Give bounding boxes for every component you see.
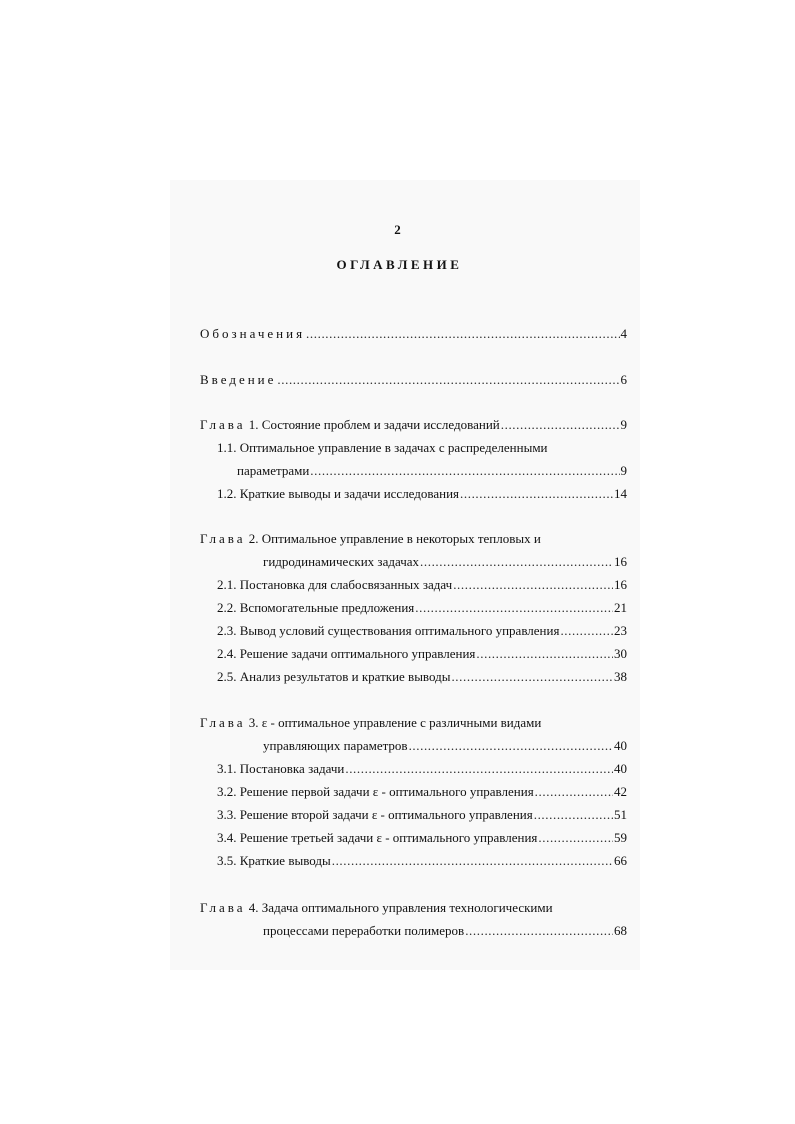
toc-entry-text: 3.5. Краткие выводы (217, 853, 331, 868)
toc-page-number: 30 (614, 646, 627, 661)
toc-entry-text: гидродинамических задачах (263, 554, 420, 569)
chapter-title: 3. ε - оптимальное управление с различными видами (248, 715, 542, 730)
toc-page-number: 40 (614, 761, 627, 776)
toc-section-3-4[interactable] (217, 829, 627, 846)
toc-leader (277, 371, 619, 388)
toc-entry-text: Обозначения (200, 326, 306, 341)
toc-leader (420, 553, 613, 570)
toc-leader (535, 783, 613, 800)
chapter-title: 2. Оптимальное управление в некоторых тепловых и (248, 531, 541, 546)
toc-chapter-4-line2[interactable] (263, 922, 627, 939)
toc-entry-text: 2.2. Вспомогательные предложения (217, 600, 415, 615)
toc-entry-text: процессами переработки полимеров (263, 923, 465, 938)
toc-leader (460, 485, 613, 502)
toc-entry-oboznacheniya[interactable] (200, 325, 627, 342)
toc-leader (534, 806, 613, 823)
toc-page-number: 59 (614, 830, 627, 845)
toc-page-number: 14 (614, 486, 627, 501)
toc-entry-text: 3.3. Решение второй задачи ε - оптимального управления (217, 807, 533, 822)
toc-leader (501, 416, 620, 433)
toc-entry-text (200, 899, 553, 916)
toc-chapter-2-line1[interactable] (200, 530, 541, 547)
toc-entry-text: 2.4. Решение задачи оптимального управления (217, 646, 476, 661)
toc-page-number: 9 (620, 417, 627, 432)
toc-leader (415, 599, 613, 616)
toc-section-2-3[interactable] (217, 622, 627, 639)
toc-page-number: 21 (614, 600, 627, 615)
toc-entry-text: управляющих параметров (263, 738, 408, 753)
chapter-prefix: Глава (200, 531, 246, 546)
toc-leader (409, 737, 613, 754)
toc-page-number: 42 (614, 784, 627, 799)
toc-entry-text: 3.1. Постановка задачи (217, 761, 345, 776)
toc-page-number: 23 (614, 623, 627, 638)
toc-leader (345, 760, 613, 777)
toc-entry-text: 2.1. Постановка для слабосвязанных задач (217, 577, 453, 592)
toc-entry-text: 1.2. Краткие выводы и задачи исследования (217, 486, 460, 501)
toc-chapter-1[interactable] (200, 416, 627, 433)
toc-section-2-5[interactable] (217, 668, 627, 685)
toc-leader (538, 829, 613, 846)
toc-leader (465, 922, 613, 939)
toc-entry-text: 2.3. Вывод условий существования оптимального управления (217, 623, 560, 638)
toc-chapter-3-line2[interactable] (263, 737, 627, 754)
toc-page-number: 40 (614, 738, 627, 753)
toc-leader (306, 325, 619, 342)
toc-page-number: 16 (614, 554, 627, 569)
chapter-title: 4. Задача оптимального управления технологическими (248, 900, 553, 915)
toc-section-3-3[interactable] (217, 806, 627, 823)
toc-entry-text: 3.4. Решение третьей задачи ε - оптимального управления (217, 830, 538, 845)
toc-section-1-1-line1[interactable] (217, 439, 548, 456)
toc-leader (451, 668, 613, 685)
toc-leader (560, 622, 613, 639)
toc-section-2-4[interactable] (217, 645, 627, 662)
chapter-prefix: Глава (200, 715, 246, 730)
toc-entry-text (200, 530, 541, 547)
toc-section-3-2[interactable] (217, 783, 627, 800)
chapter-prefix: Глава (200, 417, 246, 432)
toc-chapter-2-line2[interactable] (263, 553, 627, 570)
toc-page-number: 6 (620, 372, 627, 387)
page-title: ОГЛАВЛЕНИЕ (336, 257, 463, 272)
toc-page-number: 9 (620, 463, 627, 478)
toc-page-number: 68 (614, 923, 627, 938)
toc-chapter-3-line1[interactable] (200, 714, 541, 731)
toc-section-1-2[interactable] (217, 485, 627, 502)
toc-page-number: 66 (614, 853, 627, 868)
toc-leader (332, 852, 613, 869)
toc-section-3-5[interactable] (217, 852, 627, 869)
toc-section-3-1[interactable] (217, 760, 627, 777)
toc-entry-text: Введение (200, 372, 277, 387)
toc-page-number: 16 (614, 577, 627, 592)
toc-leader (310, 462, 619, 479)
chapter-prefix: Глава (200, 900, 246, 915)
toc-entry-text: 2.5. Анализ результатов и краткие выводы (217, 669, 451, 684)
toc-page-number: 38 (614, 669, 627, 684)
page-number: 2 (394, 222, 401, 237)
chapter-title: 1. Состояние проблем и задачи исследований (248, 417, 500, 432)
toc-section-2-2[interactable] (217, 599, 627, 616)
toc-leader (476, 645, 613, 662)
toc-leader (453, 576, 613, 593)
toc-section-2-1[interactable] (217, 576, 627, 593)
toc-entry-text: 3.2. Решение первой задачи ε - оптимального управления (217, 784, 534, 799)
toc-entry-text: параметрами (237, 463, 310, 478)
toc-entry-text (200, 714, 541, 731)
toc-chapter-4-line1[interactable] (200, 899, 553, 916)
toc-page-number: 51 (614, 807, 627, 822)
toc-entry-text (200, 416, 500, 433)
toc-page-number: 4 (620, 326, 627, 341)
toc-section-1-1-line2[interactable] (237, 462, 627, 479)
toc-entry-text: 1.1. Оптимальное управление в задачах с распределенными (217, 440, 548, 455)
toc-entry-vvedenie[interactable] (200, 371, 627, 388)
